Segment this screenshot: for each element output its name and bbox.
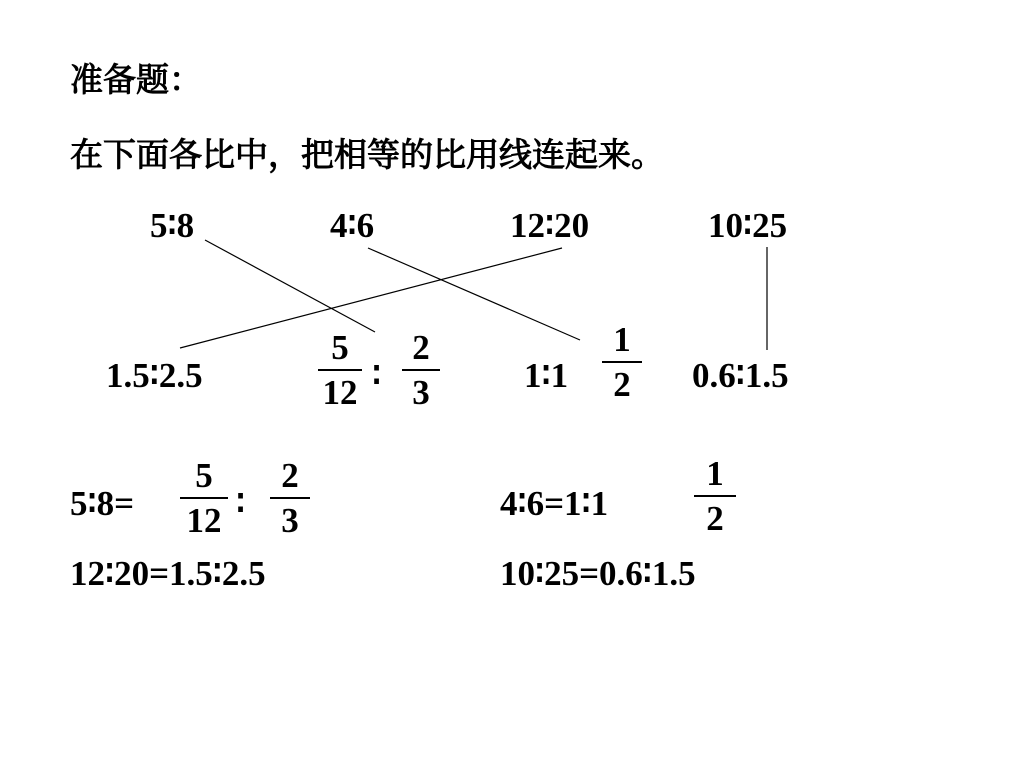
match-line-2 — [368, 248, 580, 340]
fraction-denominator: 12 — [322, 373, 358, 412]
answer-2-lhs: 4∶6=1∶1 — [500, 484, 609, 523]
fraction-numerator: 5 — [195, 456, 213, 495]
ratio-top-3: 12∶20 — [510, 206, 590, 245]
ratio-bottom-3-whole: 1∶1 — [524, 356, 569, 395]
answer-3: 12∶20=1.5∶2.5 — [70, 554, 266, 593]
match-line-3 — [180, 248, 562, 348]
fraction-bar — [318, 369, 362, 371]
fraction-bar — [402, 369, 440, 371]
ratio-bottom-1: 1.5∶2.5 — [106, 356, 203, 395]
fraction-denominator: 3 — [412, 373, 430, 412]
ratio-bottom-2-first-fraction — [318, 330, 362, 410]
answer-1-second-fraction — [270, 458, 310, 538]
ratio-top-4: 10∶25 — [708, 206, 788, 245]
fraction-numerator: 2 — [412, 328, 430, 367]
fraction-bar — [180, 497, 228, 499]
ratio-bottom-4: 0.6∶1.5 — [692, 356, 789, 395]
ratio-bottom-2-second-fraction — [402, 330, 440, 410]
answer-1-lhs: 5∶8= — [70, 484, 135, 523]
heading: 准备题： — [70, 60, 202, 99]
instruction: 在下面各比中，把相等的比用线连起来。 — [70, 135, 664, 174]
answer-1-first-fraction — [180, 458, 228, 538]
fraction-numerator: 5 — [331, 328, 349, 367]
fraction-denominator: 2 — [613, 365, 631, 404]
fraction-denominator: 2 — [706, 499, 724, 538]
fraction-denominator: 12 — [186, 501, 222, 540]
answer-1-colon: ∶ — [236, 484, 246, 523]
fraction-bar — [270, 497, 310, 499]
answer-4: 10∶25=0.6∶1.5 — [500, 554, 696, 593]
ratio-top-2: 4∶6 — [330, 206, 375, 245]
fraction-numerator: 1 — [706, 454, 724, 493]
fraction-bar — [602, 361, 642, 363]
fraction-numerator: 2 — [281, 456, 299, 495]
match-line-1 — [205, 240, 375, 332]
ratio-top-1: 5∶8 — [150, 206, 195, 245]
fraction-denominator: 3 — [281, 501, 299, 540]
ratio-bottom-3-fraction — [602, 322, 642, 402]
answer-2-fraction — [694, 456, 736, 536]
fraction-numerator: 1 — [613, 320, 631, 359]
ratio-bottom-2-colon: ∶ — [372, 356, 382, 395]
fraction-bar — [694, 495, 736, 497]
